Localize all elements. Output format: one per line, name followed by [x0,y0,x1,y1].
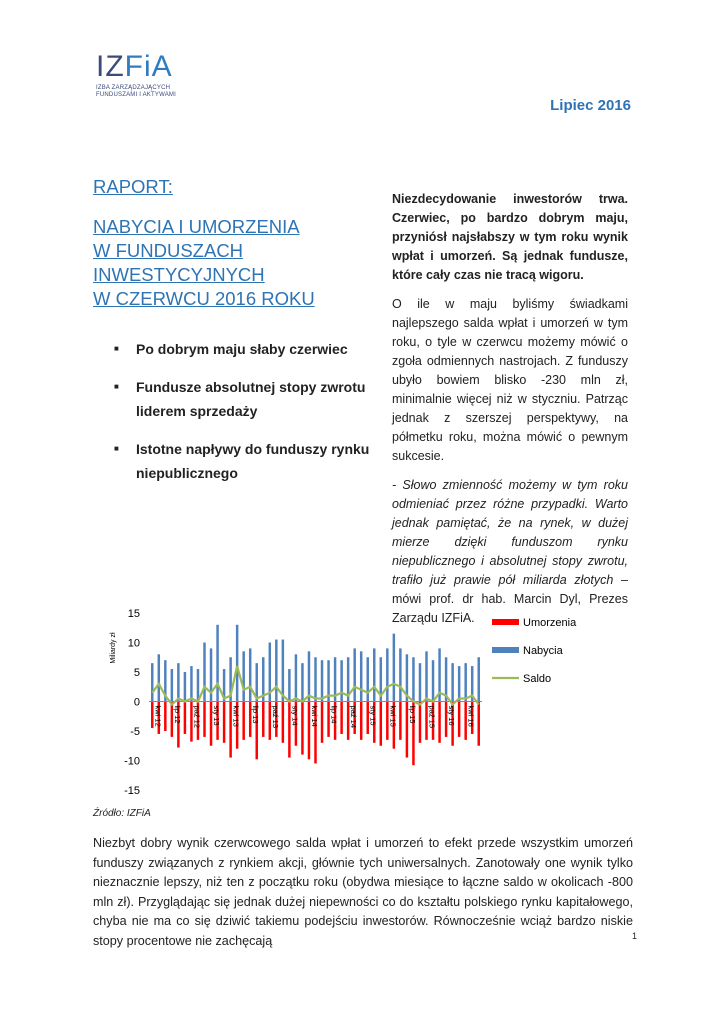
umorzenia-bar [288,702,290,758]
nabycia-bar [386,648,388,701]
umorzenia-bar [229,702,231,758]
nabycia-bar [158,654,160,701]
nabycia-bar [275,640,277,702]
nabycia-bar [203,643,205,702]
umorzenia-bar [164,702,166,732]
nabycia-bar [464,663,466,701]
nabycia-bar [412,657,414,701]
title-line-3: W CZERWCU 2016 ROKU [93,288,315,309]
bullet-icon: ■ [114,444,119,453]
umorzenia-bar [347,702,349,740]
y-tick-label: 10 [127,637,140,650]
umorzenia-bar [321,702,323,743]
umorzenia-bar [464,702,466,740]
x-tick-label: paź 12 [192,705,202,729]
key-point: ■ Istotne napływy do funduszy rynku niepublicznego [114,437,384,485]
umorzenia-bar [458,702,460,737]
nabycia-bar [151,663,153,701]
umorzenia-bar [282,702,284,743]
y-tick-label: 0 [133,696,140,709]
y-axis-label: Miliardy zł [110,632,117,664]
nabycia-bar [236,625,238,702]
umorzenia-bar [340,702,342,734]
nabycia-bar [399,648,401,701]
izfia-logo [96,52,176,99]
x-tick-label: paź 15 [427,705,437,729]
nabycia-bar [282,640,284,702]
chart-source: Źródło: IZFiA [93,808,151,819]
umorzenia-bar [203,702,205,737]
umorzenia-bar [445,702,447,737]
logo-wordmark: IZFiA [96,50,173,83]
nabycia-bar [353,648,355,701]
y-tick-label: -15 [124,785,140,797]
nabycia-bar [314,657,316,701]
x-tick-label: kwi 15 [388,705,398,727]
nabycia-bar [366,657,368,701]
nabycia-bar [249,648,251,701]
umorzenia-bar [262,702,264,737]
umorzenia-bar [419,702,421,743]
nabycia-bar [184,672,186,702]
umorzenia-bar [477,702,479,746]
report-title [93,175,383,311]
umorzenia-bar [366,702,368,734]
key-point: ■ Fundusze absolutnej stopy zwrotu liderem sprzedaży [114,375,384,423]
x-tick-label: sty 13 [212,705,221,726]
title-raport: RAPORT: [93,176,173,197]
x-tick-label: lip 12 [172,705,182,724]
page-number: 1 [631,931,637,941]
body-paragraph: Niezbyt dobry wynik czerwcowego salda wpłat i umorzeń to efekt przede wszystkim umorzeń funduszy związanych z rynkiem akcji, głównie tych uniwersalnych. Zanotowały one wynik tylko nieznacznie lepszy, niż ten z początku roku (obydwa miesiące to łączne saldo w okolicach -800 mln zł). Przyglądając się jednak dużej niepewności co do kształtu polskiego rynku kapitałowego, chyba nie ma co się dziwić takiemu podejściu inwestorów. Równocześnie wciąż bardzo niskie stopy procentowe nie zachęcają [93,836,633,948]
nabycia-bar [190,666,192,701]
y-tick-label: -10 [124,755,140,768]
nabycia-bar [177,663,179,701]
x-tick-label: kwi 13 [231,705,241,727]
nabycia-bar [451,663,453,701]
title-line-1: NABYCIA I UMORZENIA [93,216,300,237]
umorzenia-bar [249,702,251,737]
umorzenia-bar [223,702,225,743]
key-point: ■ Po dobrym maju słaby czerwiec [114,337,384,361]
nabycia-bar [425,651,427,701]
umorzenia-bar [184,702,186,734]
nabycia-bar [288,669,290,701]
legend-nabycia-swatch [492,647,519,653]
umorzenia-bar [190,702,192,742]
legend-label: Saldo [523,673,552,685]
y-tick-label: 5 [133,667,140,679]
x-tick-label: paź 13 [270,705,280,729]
y-tick-label: 15 [127,608,140,620]
umorzenia-bar [380,702,382,746]
key-points-list [114,337,384,499]
umorzenia-bar [210,702,212,746]
umorzenia-bar [386,702,388,740]
umorzenia-bar [242,702,244,740]
nabycia-bar [477,657,479,701]
umorzenia-bar [151,702,153,729]
nabycia-bar [171,669,173,701]
legend-umorzenia-swatch [492,619,519,625]
nabycia-bar [242,651,244,701]
x-tick-label: kwi 16 [466,705,476,727]
intro-paragraph: O ile w maju byliśmy świadkami najlepszego salda wpłat i umorzeń w tym roku, o tyle w czerwcu możemy mówić o zgoła odmiennych nastrojach. Z funduszy ubyło bowiem blisko -230 mln zł, minimalnie więcej niż w styczniu. Patrząc jednak z szerszej perspektywy, na półmetku roku, można mówić o pewnym sukcesie. [392,297,628,463]
legend-label: Umorzenia [523,617,577,629]
x-tick-label: kwi 14 [310,705,319,727]
umorzenia-bar [308,702,310,760]
umorzenia-bar [171,702,173,737]
umorzenia-bar [327,702,329,737]
umorzenia-bar [406,702,408,758]
x-tick-label: sty 15 [368,705,378,726]
bullet-icon: ■ [114,344,119,353]
bullet-icon: ■ [114,382,119,391]
x-tick-label: sty 14 [290,705,300,726]
x-tick-label: paź 14 [349,705,359,729]
umorzenia-bar [399,702,401,740]
nabycia-bar [432,660,434,701]
umorzenia-bar [269,702,271,740]
nabycia-bar [393,634,395,702]
nabycia-bar [216,625,218,702]
report-date: Lipiec 2016 [550,97,631,114]
nabycia-bar [419,663,421,701]
nabycia-bar [197,669,199,701]
quote-attribution: mówi prof. dr hab. Marcin Dyl, Prezes Zarządu IZFiA. [392,592,628,625]
y-tick-label: -5 [130,726,140,738]
nabycia-bar [301,663,303,701]
umorzenia-bar [438,702,440,743]
nabycia-bar [373,648,375,701]
intro-column [392,190,628,638]
title-line-2: W FUNDUSZACH INWESTYCYJNYCH [93,240,265,285]
nabycia-bar [340,660,342,701]
x-tick-label: kwi 12 [153,705,163,727]
x-tick-label: lip 13 [251,705,261,724]
quote-text: - Słowo zmienność możemy w tym roku odmieniać przez różne przypadki. Warto jednak pamiętać, że na rynek, w dużej mierze dzięki funduszom rynku niepublicznego i absolutnej stopy zwrotu, trafiło już prawie pół miliarda złotych – [392,478,628,587]
nabycia-bar [295,654,297,701]
nabycia-bar [458,666,460,701]
umorzenia-bar [425,702,427,740]
nabycia-bar [308,651,310,701]
umorzenia-bar [360,702,362,740]
flows-chart [92,600,637,800]
nabycia-bar [360,651,362,701]
x-tick-label: lip 15 [407,705,417,724]
nabycia-bar [321,660,323,701]
legend-label: Nabycia [523,645,563,657]
lead-paragraph: Niezdecydowanie inwestorów trwa. Czerwiec, po bardzo dobrym maju, przyniósł najsłabszy w tym roku wynik wpłat i umorzeń. Są jednak fundusze, które cały czas nie tracą wigoru. [392,192,628,282]
logo-subtitle: IZBA ZARZĄDZAJĄCYCH FUNDUSZAMI I AKTYWAMI [96,85,176,98]
umorzenia-bar [301,702,303,755]
x-tick-label: lip 14 [329,705,339,724]
x-tick-label: sty 16 [447,705,457,726]
